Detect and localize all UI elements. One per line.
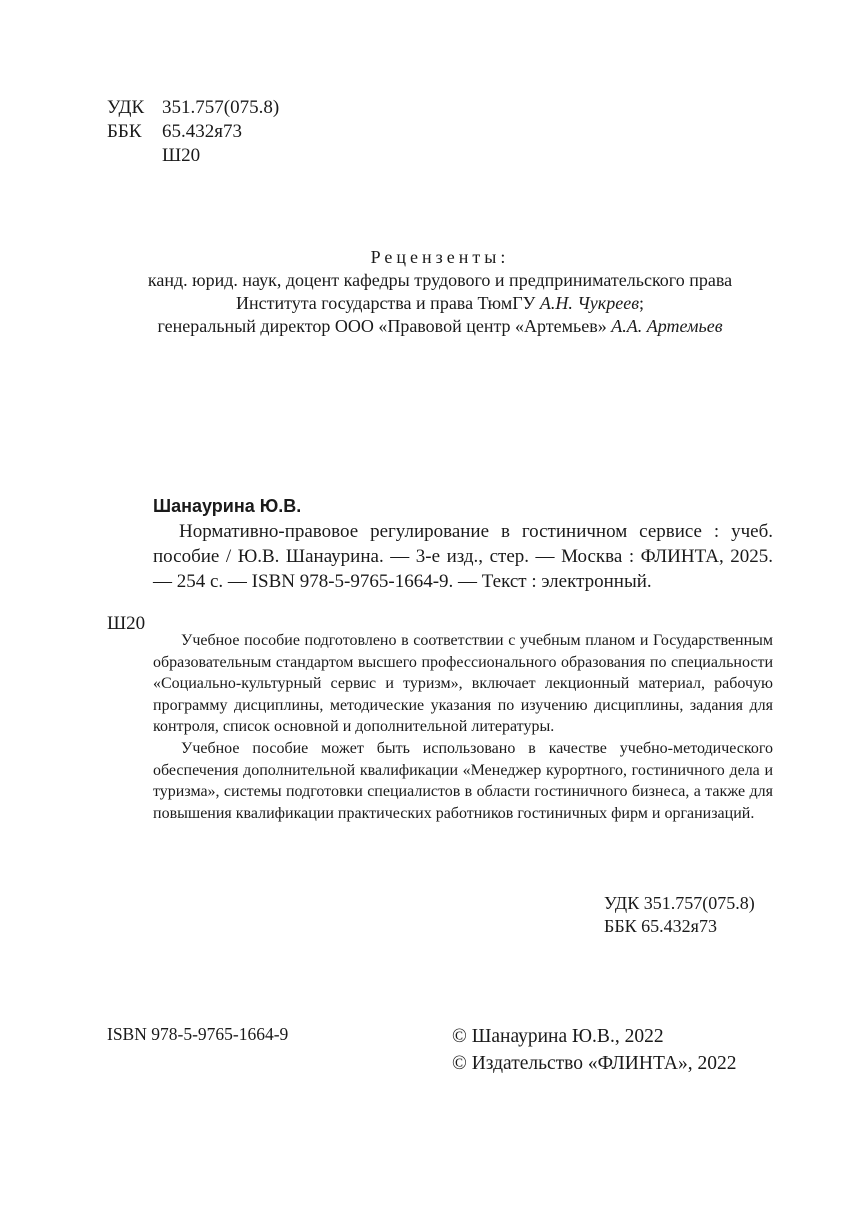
udc-row — [107, 96, 279, 120]
reviewer-name-1: А.Н. Чукреев — [539, 293, 640, 313]
udc-code-full: УДК 351.757(075.8) — [604, 893, 755, 913]
bbk-row — [107, 120, 279, 144]
annotation-block — [153, 630, 773, 824]
annotation-paragraph-1: Учебное пособие подготовлено в соответствии с учебным планом и Государственным образовательным стандартом высшего профессионального образования по специальности «Социально-культурный сервис и туризм», включает лекционный материал, рабочую программу дисциплины, методические указания по изучению дисциплины, задания для контроля, список основной и дополнительной литературы. — [153, 632, 773, 736]
reviewers-block — [60, 246, 820, 338]
classification-block — [107, 96, 279, 168]
reviewer-line-1: канд. юрид. наук, доцент кафедры трудового и предпринимательского права — [147, 270, 733, 290]
bbk-code: 65.432я73 — [162, 121, 242, 142]
copyright-author: © Шанаурина Ю.В., 2022 — [452, 1026, 664, 1047]
codes-block — [604, 892, 755, 938]
book-author: Шанаурина Ю.В. — [153, 496, 302, 516]
reviewer-line-3 — [60, 315, 820, 338]
annotation-paragraph-2: Учебное пособие может быть использовано в качестве учебно-методического обеспечения дополнительной квалификации «Менеджер курортного, гостиничного дела и туризма», системы подготовки специалистов в области гостиничного бизнеса, а также для повышения квалификации практических работников гостиничных фирм и организаций. — [153, 739, 773, 822]
isbn: ISBN 978-5-9765-1664-9 — [107, 1024, 289, 1044]
bibliographic-block — [153, 494, 773, 594]
reviewer-line-3-text: генеральный директор ООО «Правовой центр «Артемьев» — [157, 316, 612, 336]
copyright-block — [452, 1023, 736, 1077]
reviewer-name-2: А.А. Артемьев — [611, 316, 723, 336]
bbk-label: ББК — [107, 121, 142, 142]
author-mark: Ш20 — [162, 145, 201, 166]
side-author-mark: Ш20 — [107, 613, 146, 634]
udc-label: УДК — [107, 97, 145, 118]
reviewer-line-2 — [60, 292, 820, 315]
bbk-code-full: ББК 65.432я73 — [604, 916, 717, 936]
reviewers-heading: Рецензенты: — [370, 247, 510, 267]
bibliographic-description: Нормативно-правовое регулирование в гостиничном сервисе : учеб. пособие / Ю.В. Шанаурина. — 3-е изд., стер. — Москва : ФЛИНТА, 2025. — 254 с. — ISBN 978-5-9765-1664-9. — Текст : электронный. — [153, 521, 773, 592]
copyright-publisher: © Издательство «ФЛИНТА», 2022 — [452, 1053, 737, 1074]
reviewer-line-2-text: Института государства и права ТюмГУ — [235, 293, 540, 313]
udc-code: 351.757(075.8) — [162, 97, 280, 118]
reviewer-line-2-end: ; — [639, 293, 645, 313]
